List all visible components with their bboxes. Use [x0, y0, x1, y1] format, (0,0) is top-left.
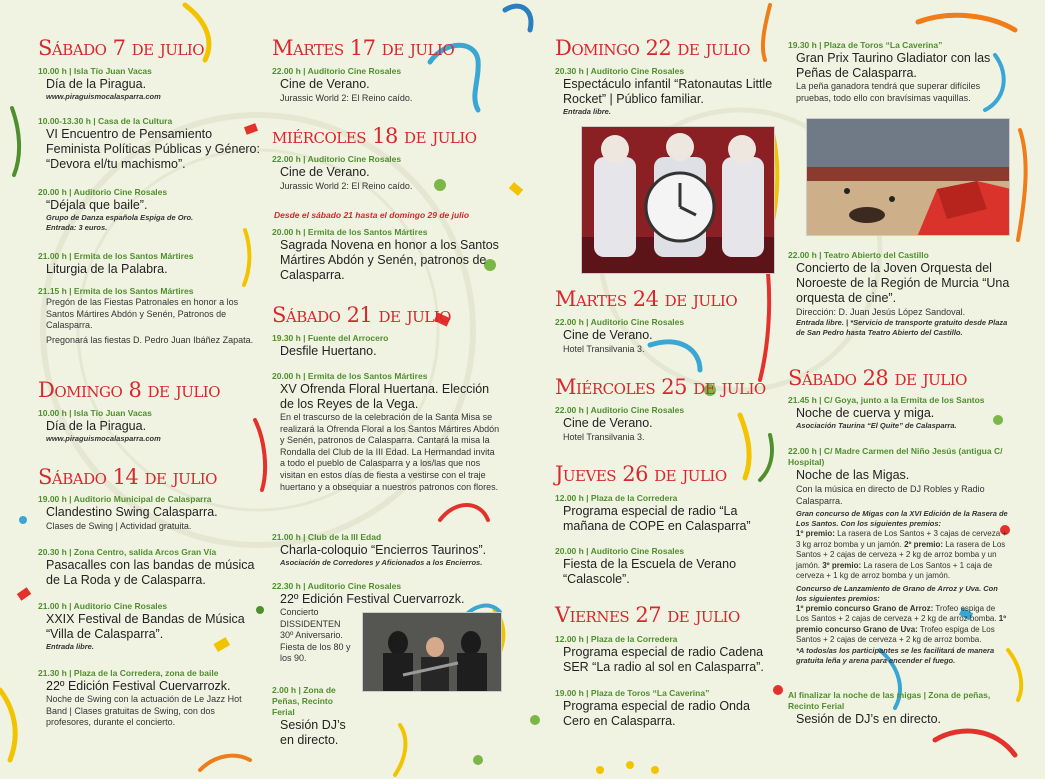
event-description: Concierto DISSIDENTEN 30º Aniversario. Fiesta de los 80 y los 90.	[280, 607, 351, 664]
event-time-place: 22.00 h | Auditorio Cine Rosales	[555, 317, 685, 327]
event-time-place: 21.00 h | Auditorio Cine Rosales	[38, 601, 168, 611]
event-description: En el trascurso de la celebración de la Santa Misa se realizará la Ofrenda Floral a los Santos Mártires Abdón y Senén, patronos de Calasparra. Cantará la misa la Rondalla del Club de la III Edad. La Hermandad invita a todo el pueblo de Calasparra y a los/las que nos visitan en estos días de fiesta a vestirse con el traje huertano y a obsequiar a nuestros patronos con flores.	[280, 412, 500, 492]
event-time-place: 21.00 h | Club de la III Edad	[272, 532, 382, 542]
event	[555, 688, 777, 729]
event	[555, 66, 777, 117]
event-title: Noche de cuerva y miga.	[796, 406, 935, 420]
event-title: Día de la Piragua.	[46, 419, 147, 433]
contest-heading: Concurso de Lanzamiento de Grano de Arroz y Uva. Con los siguientes premios:	[796, 583, 998, 603]
event	[272, 532, 486, 568]
event	[555, 317, 684, 355]
event	[38, 601, 260, 652]
event	[38, 408, 161, 444]
event-title: Desfile Huertano.	[280, 344, 377, 358]
event-time-place: 19.00 h | Plaza de Toros “La Caverina”	[555, 688, 710, 698]
event-note: Entrada libre. | *Servicio de transporte gratuito desde Plaza de San Pedro hasta Teatro Abierto del Castillo.	[796, 318, 1008, 337]
event-time-place: 21.00 h | Ermita de los Santos Mártires	[38, 251, 194, 261]
event-time-place: 20.00 h | Ermita de los Santos Mártires	[272, 227, 428, 237]
event	[38, 286, 260, 346]
event	[788, 250, 1010, 338]
event-link[interactable]: www.piraguismocalasparra.com	[46, 92, 161, 101]
date-heading: miércoles 18 de julio	[272, 124, 477, 148]
event-time-place: 12.00 h | Plaza de la Corredera	[555, 493, 678, 503]
date-heading: Sábado 21 de julio	[272, 303, 451, 327]
event-title: 22º Edición Festival Cuervarrozk.	[280, 592, 465, 606]
event-title: Cine de Verano.	[563, 328, 653, 342]
event-time-place: 21.15 h | Ermita de los Santos Mártires	[38, 286, 194, 296]
event-time-place: Al finalizar la noche de las migas | Zona de peñas,	[788, 690, 991, 700]
event-time-place: 22.00 h | Auditorio Cine Rosales	[555, 405, 685, 415]
contest-heading: Gran concurso de Migas con la XVI Edición de la Rasera de Los Santos. Con los siguientes premios:	[796, 509, 1008, 528]
event-description: Noche de Swing con la actuación de Le Jazz Hot Band | Clases gratuitas de Swing, con dos profesores, durante el concierto.	[46, 694, 242, 728]
event	[272, 227, 502, 283]
event	[38, 66, 161, 102]
event	[272, 66, 412, 104]
event-title: XXIX Festival de Bandas de Música “Villa de Calasparra”.	[46, 612, 245, 641]
event-time-place: 22.30 h | Auditorio Cine Rosales	[272, 581, 402, 591]
event	[272, 685, 360, 748]
event-title: Programa especial de radio Cadena SER “La radio al sol en Calasparra”.	[563, 645, 764, 674]
event-title: Fiesta de la Escuela de Verano “Calascole”.	[563, 557, 737, 586]
event-title: XV Ofrenda Floral Huertana. Elección de los Reyes de la Vega.	[280, 382, 490, 411]
event-note: Asociación Taurina “El Quite” de Calasparra.	[796, 421, 957, 430]
event	[38, 251, 193, 277]
event	[272, 154, 412, 192]
event-time-place: 22.00 h | Teatro Abierto del Castillo	[788, 250, 929, 260]
event-time-place: 20.30 h | Zona Centro, salida Arcos Gran Vía	[38, 547, 217, 557]
date-heading: Sábado 7 de julio	[38, 36, 205, 60]
event-time-place: 20.30 h | Auditorio Cine Rosales	[555, 66, 685, 76]
event	[38, 547, 260, 588]
event	[788, 446, 1010, 666]
event-subtitle: Jurassic World 2: El Reino caído.	[280, 93, 413, 103]
event-description: Pregón de las Fiestas Patronales en honor a los Santos Mártires Abdón y Senén, Patronos de Calasparra.	[46, 297, 239, 331]
event-title: Pasacalles con las bandas de música de La Roda y de Calasparra.	[46, 558, 255, 587]
event-title: Clandestino Swing Calasparra.	[46, 505, 218, 519]
contest-prizes: 1º premio concurso Grano de Arroz: Trofeo espiga de Los Santos + 2 cajas de cerveza + 2 kg de arroz bomba. 1º premio concurso Grano de Uva: Trofeo espiga de Los Santos + 2 cajas de cerveza + 2 kg de arroz bomba.	[796, 603, 1007, 644]
event-title: Programa especial de radio Onda Cero en Calasparra.	[563, 699, 750, 728]
event-subtitle: Hotel Transilvania 3.	[563, 344, 645, 354]
event-description: La peña ganadora tendrá que superar difíciles pruebas, todo ello con bravísimas vaquillas.	[796, 81, 981, 103]
date-heading: Jueves 26 de julio	[555, 462, 727, 486]
event-title: Charla-coloquio “Encierros Taurinos”.	[280, 543, 487, 557]
event	[555, 546, 777, 587]
event-time-place: 10.00 h | Isla Tío Juan Vacas	[38, 408, 152, 418]
event-time-place: 19.30 h | Fuente del Arrocero	[272, 333, 389, 343]
event	[555, 405, 684, 443]
event-title: Sagrada Novena en honor a los Santos Mártires Abdón y Senén, patronos de Calasparra.	[280, 238, 499, 282]
event-title: Sesión DJ’s en directo.	[280, 718, 346, 747]
event-time-place: 21.30 h | Plaza de la Corredera, zona de baile	[38, 668, 219, 678]
event	[788, 395, 985, 431]
event-time-place: 22.00 h | Auditorio Cine Rosales	[272, 66, 402, 76]
bullring-photo	[806, 118, 1010, 236]
event-subtitle: Dirección: D. Juan Jesús López Sandoval.	[796, 307, 966, 317]
event-title: Espectáculo infantil “Ratonautas Little Rocket” | Público familiar.	[563, 77, 773, 106]
event-title: Liturgia de la Palabra.	[46, 262, 168, 276]
event-title: Cine de Verano.	[280, 165, 370, 179]
event-note: Entrada libre.	[46, 642, 94, 651]
event	[788, 690, 990, 727]
event-subtitle: Jurassic World 2: El Reino caído.	[280, 181, 413, 191]
event-subtitle: Hotel Transilvania 3.	[563, 432, 645, 442]
event-note: *A todos/as los participantes se les facilitará de manera gratuita leña y arena para encender el fuego.	[796, 645, 995, 665]
event-title: Día de la Piragua.	[46, 77, 147, 91]
event-title: Cine de Verano.	[280, 77, 370, 91]
event-link[interactable]: www.piraguismocalasparra.com	[46, 434, 161, 443]
date-heading: Domingo 8 de julio	[38, 378, 221, 402]
event	[555, 493, 777, 534]
event-note: Grupo de Danza española Espiga de Oro.	[46, 213, 194, 222]
event-time-place: 2.00 h | Zona de Peñas, Recinto Ferial	[272, 685, 336, 717]
date-heading: Sábado 28 de julio	[788, 366, 967, 390]
date-heading: Domingo 22 de julio	[555, 36, 750, 60]
date-heading: Martes 24 de julio	[555, 287, 738, 311]
event-title: Gran Prix Taurino Gladiator con las Peñas de Calasparra.	[796, 51, 991, 80]
event-title: Programa especial de radio “La mañana de COPE en Calasparra”	[563, 504, 751, 533]
show-photo	[581, 126, 775, 274]
event	[788, 40, 1010, 104]
event	[38, 187, 193, 233]
band-photo	[362, 612, 502, 692]
event	[38, 116, 260, 172]
event-description: Pregonará las fiestas D. Pedro Juan Ibáñez Zapata.	[46, 334, 254, 345]
event	[555, 634, 777, 675]
event-note: Asociación de Corredores y Aficionados a los Encierros.	[280, 558, 483, 567]
event-title: VI Encuentro de Pensamiento Feminista Políticas Públicas y Género: “Devora el/tu machismo”.	[46, 127, 260, 171]
contest-prizes: 1º premio: La rasera de Los Santos + 3 cajas de cerveza + 3 kg arroz bomba y un jamón. 2º premio: La rasera de Los Santos + 2 cajas de cerveza + 2 kg de arroz bomba y un jamón. 3º premio: La rasera de Los Santos + 1 caja de cerveza + 1 kg de arroz bomba y un jamón.	[796, 529, 1008, 580]
event-note: Entrada: 3 euros.	[46, 223, 108, 232]
event-time-place: 21.45 h | C/ Goya, junto a la Ermita de los Santos	[788, 395, 985, 405]
date-heading: Sábado 14 de julio	[38, 465, 217, 489]
event-title: Sesión de DJ’s en directo.	[796, 712, 941, 726]
event-time-place: 10.00-13.30 h | Casa de la Cultura	[38, 116, 173, 126]
event-title: Noche de las Migas.	[796, 468, 910, 482]
event	[272, 371, 502, 493]
date-heading: Viernes 27 de julio	[555, 603, 740, 627]
event-time-place: 10.00 h | Isla Tío Juan Vacas	[38, 66, 152, 76]
event-title: Cine de Verano.	[563, 416, 653, 430]
date-heading: Martes 17 de julio	[272, 36, 455, 60]
event-time-place: 20.00 h | Auditorio Cine Rosales	[38, 187, 168, 197]
event-time-place: Recinto Ferial	[788, 701, 845, 711]
period-note: Desde el sábado 21 hasta el domingo 29 de julio	[274, 210, 470, 220]
event-time-place: 20.00 h | Auditorio Cine Rosales	[555, 546, 685, 556]
event-time-place: 12.00 h | Plaza de la Corredera	[555, 634, 678, 644]
event-time-place: 22.00 h | Auditorio Cine Rosales	[272, 154, 402, 164]
event-title: Concierto de la Joven Orquesta del Noroeste de la Región de Murcia “Una orquesta de cine”.	[796, 261, 1010, 305]
event-note: Entrada libre.	[563, 107, 611, 116]
event-time-place: 19.30 h | Plaza de Toros “La Caverina”	[788, 40, 943, 50]
event-time-place: 22.00 h | C/ Madre Carmen del Niño Jesús (antigua C/	[788, 446, 1003, 456]
event-subtitle: Con la música en directo de DJ Robles y Radio Calasparra.	[796, 484, 985, 506]
event-subtitle: Clases de Swing | Actividad gratuita.	[46, 521, 192, 531]
event	[38, 668, 260, 729]
event-time-place: 19.00 h | Auditorio Municipal de Calasparra	[38, 494, 212, 504]
event-title: 22º Edición Festival Cuervarrozk.	[46, 679, 231, 693]
event-time-place: 20.00 h | Ermita de los Santos Mártires	[272, 371, 428, 381]
event-time-place: Hospital)	[788, 457, 825, 467]
event	[272, 333, 388, 359]
event	[38, 494, 218, 532]
event-title: “Déjala que baile”.	[46, 198, 148, 212]
date-heading: Miércoles 25 de julio	[555, 375, 766, 399]
